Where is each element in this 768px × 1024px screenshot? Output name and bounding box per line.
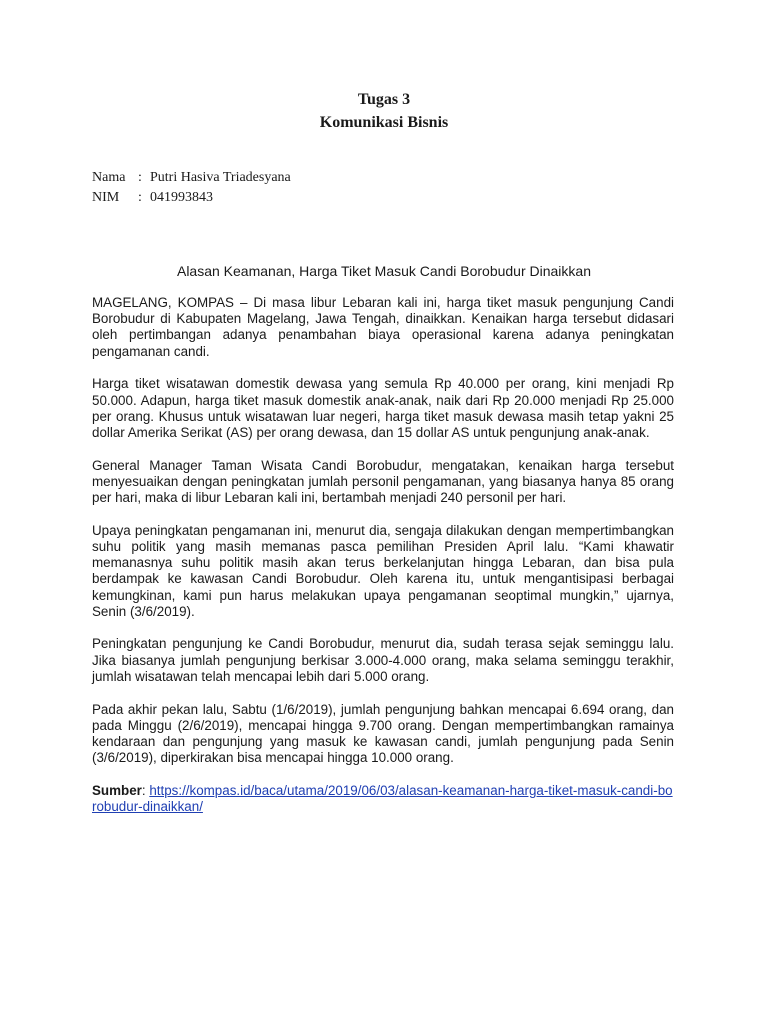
paragraph: Pada akhir pekan lalu, Sabtu (1/6/2019), jumlah pengunjung bahkan mencapai 6.694 orang, dan pada Minggu (2/6/2019), mencapai hingga 9.700 orang. Dengan mempertimbangkan ramainya kendaraan dan pengunjung yang masuk ke kawasan candi, jumlah pengunjung pada Senin (3/6/2019), diperkirakan bisa mencapai hingga 10.000 orang.: [92, 701, 674, 766]
document-subtitle: Komunikasi Bisnis: [319, 114, 449, 131]
paragraph: General Manager Taman Wisata Candi Borobudur, mengatakan, kenaikan harga tersebut menyesuaikan dengan peningkatan jumlah personil pengamanan, yang biasanya hanya 85 orang per hari, maka di libur Lebaran kali ini, bertambah menjadi 240 personil per hari.: [92, 457, 674, 506]
paragraph: Harga tiket wisatawan domestik dewasa yang semula Rp 40.000 per orang, kini menjadi Rp 50.000. Adapun, harga tiket masuk domestik anak-anak, naik dari Rp 20.000 menjadi Rp 25.000 per orang. Khusus untuk wisatawan luar negeri, harga tiket masuk dewasa masih tetap yakni 25 dollar Amerika Serikat (AS) per orang dewasa, dan 15 dollar AS untuk pengunjung anak-anak.: [92, 376, 674, 440]
paragraph: Peningkatan pengunjung ke Candi Borobudur, menurut dia, sudah terasa sejak seminggu lalu. Jika biasanya jumlah pengunjung berkisar 3.000-4.000 orang, maka selama seminggu terakhir, jumlah wisatawan telah mencapai lebih dari 5.000 orang.: [92, 636, 674, 684]
source-line: [92, 783, 674, 815]
paragraph: Upaya peningkatan pengamanan ini, menurut dia, sengaja dilakukan dengan mempertimbangkan suhu politik yang masih memanas pasca pemilihan Presiden April lalu. “Kami khawatir memanasnya suhu politik masih akan terus berkelanjutan hingga Lebaran, dan bisa pula berdampak ke kawasan Candi Borobudur. Oleh karena itu, untuk mengantisipasi berbagai kemungkinan, kami pun harus melakukan upaya pengamanan seoptimal mungkin,” ujarnya, Senin (3/6/2019).: [92, 522, 674, 619]
article-body: [92, 295, 674, 832]
source-label: Sumber: [92, 782, 142, 798]
article-headline: Alasan Keamanan, Harga Tiket Masuk Candi Borobudur Dinaikkan: [176, 263, 591, 279]
nim-row: [92, 188, 291, 208]
name-row: [92, 168, 291, 188]
student-info: [92, 168, 291, 208]
source-colon: :: [141, 782, 150, 798]
name-label: Nama: [92, 170, 126, 185]
paragraph: MAGELANG, KOMPAS – Di masa libur Lebaran kali ini, harga tiket masuk pengunjung Candi Borobudur di Kabupaten Magelang, Jawa Tengah, dinaikkan. Kenaikan harga tersebut didasari oleh pertimbangan adanya penambahan biaya operasional karena adanya peningkatan pengamanan candi.: [92, 295, 674, 359]
source-link[interactable]: https://kompas.id/baca/utama/2019/06/03/alasan-keamanan-harga-tiket-masuk-candi-borobudur-dinaikkan/: [92, 782, 673, 815]
title-block: [0, 88, 768, 134]
name-value: Putri Hasiva Triadesyana: [150, 170, 291, 185]
nim-separator: :: [138, 190, 142, 205]
name-separator: :: [138, 170, 142, 185]
nim-label: NIM: [92, 190, 120, 205]
nim-value: 041993843: [150, 190, 213, 205]
document-title: Tugas 3: [357, 91, 411, 108]
